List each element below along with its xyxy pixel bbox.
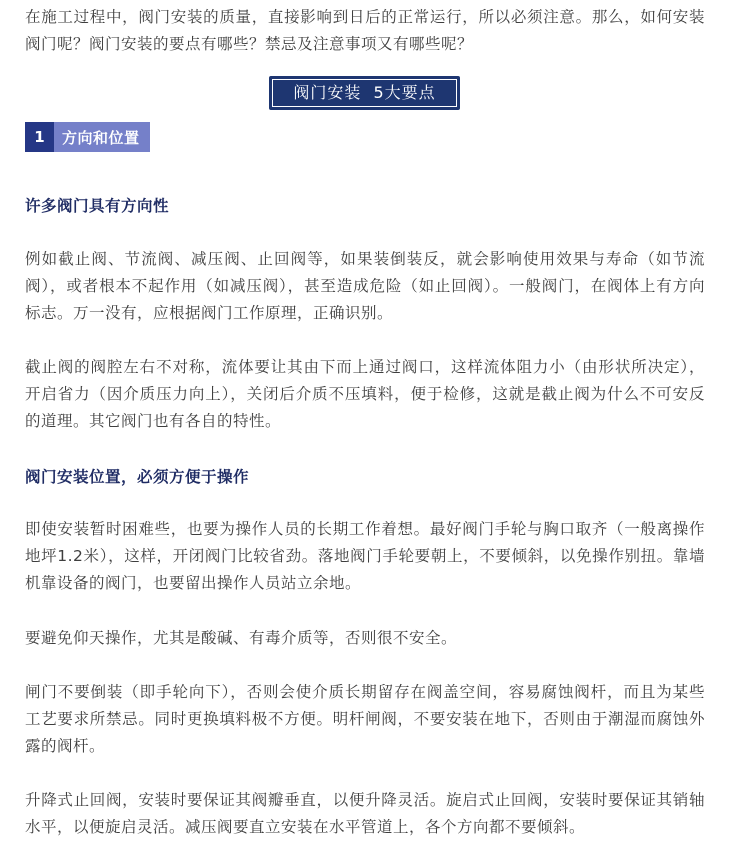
banner-container <box>0 76 729 110</box>
paragraph-overhead-warning: 要避免仰天操作，尤其是酸碱、有毒介质等，否则很不安全。 <box>25 629 458 647</box>
intro-paragraph: 在施工过程中，阀门安装的质量，直接影响到日后的正常运行，所以必须注意。那么，如何安装阀门呢？阀门安装的要点有哪些？禁忌及注意事项又有哪些呢？ <box>25 8 705 53</box>
paragraph-gate-valve: 闸门不要倒装（即手轮向下），否则会使介质长期留存在阀盖空间，容易腐蚀阀杆，而且为某些工艺要求所禁忌。同时更换填料极不方便。明杆闸阀，不要安装在地下，否则由于潮湿而腐蚀外露的阀杆。 <box>25 683 705 755</box>
paragraph-check-valve: 升降式止回阀，安装时要保证其阀瓣垂直，以便升降灵活。旋启式止回阀，安装时要保证其销轴水平，以便旋启灵活。减压阀要直立安装在水平管道上，各个方向都不要倾斜。 <box>25 791 705 836</box>
banner-label: 阀门安装 5大要点 <box>272 79 456 107</box>
section-number-badge: 1 <box>25 122 54 152</box>
section-title: 方向和位置 <box>54 122 150 152</box>
paragraph-direction-examples: 例如截止阀、节流阀、减压阀、止回阀等，如果装倒装反，就会影响使用效果与寿命（如节流阀），或者根本不起作用（如减压阀），甚至造成危险（如止回阀）。一般阀门，在阀体上有方向标志。万一没有，应根据阀门工作原理，正确识别。 <box>25 250 705 322</box>
paragraph-operation-height: 即使安装暂时困难些，也要为操作人员的长期工作着想。最好阀门手轮与胸口取齐（一般离操作地坪1.2米），这样，开闭阀门比较省劲。落地阀门手轮要朝上，不要倾斜，以免操作别扭。靠墙机靠设备的阀门，也要留出操作人员站立余地。 <box>25 520 705 592</box>
heading-position: 阀门安装位置，必须方便于操作 <box>25 468 250 486</box>
section-header <box>25 122 150 152</box>
paragraph-globe-valve: 截止阀的阀腔左右不对称，流体要让其由下而上通过阀口，这样流体阻力小（由形状所决定），开启省力（因介质压力向上），关闭后介质不压填料，便于检修，这就是截止阀为什么不可安反的道理。其它阀门也有各自的特性。 <box>25 358 705 430</box>
section-banner <box>269 76 459 110</box>
heading-direction: 许多阀门具有方向性 <box>25 197 170 215</box>
